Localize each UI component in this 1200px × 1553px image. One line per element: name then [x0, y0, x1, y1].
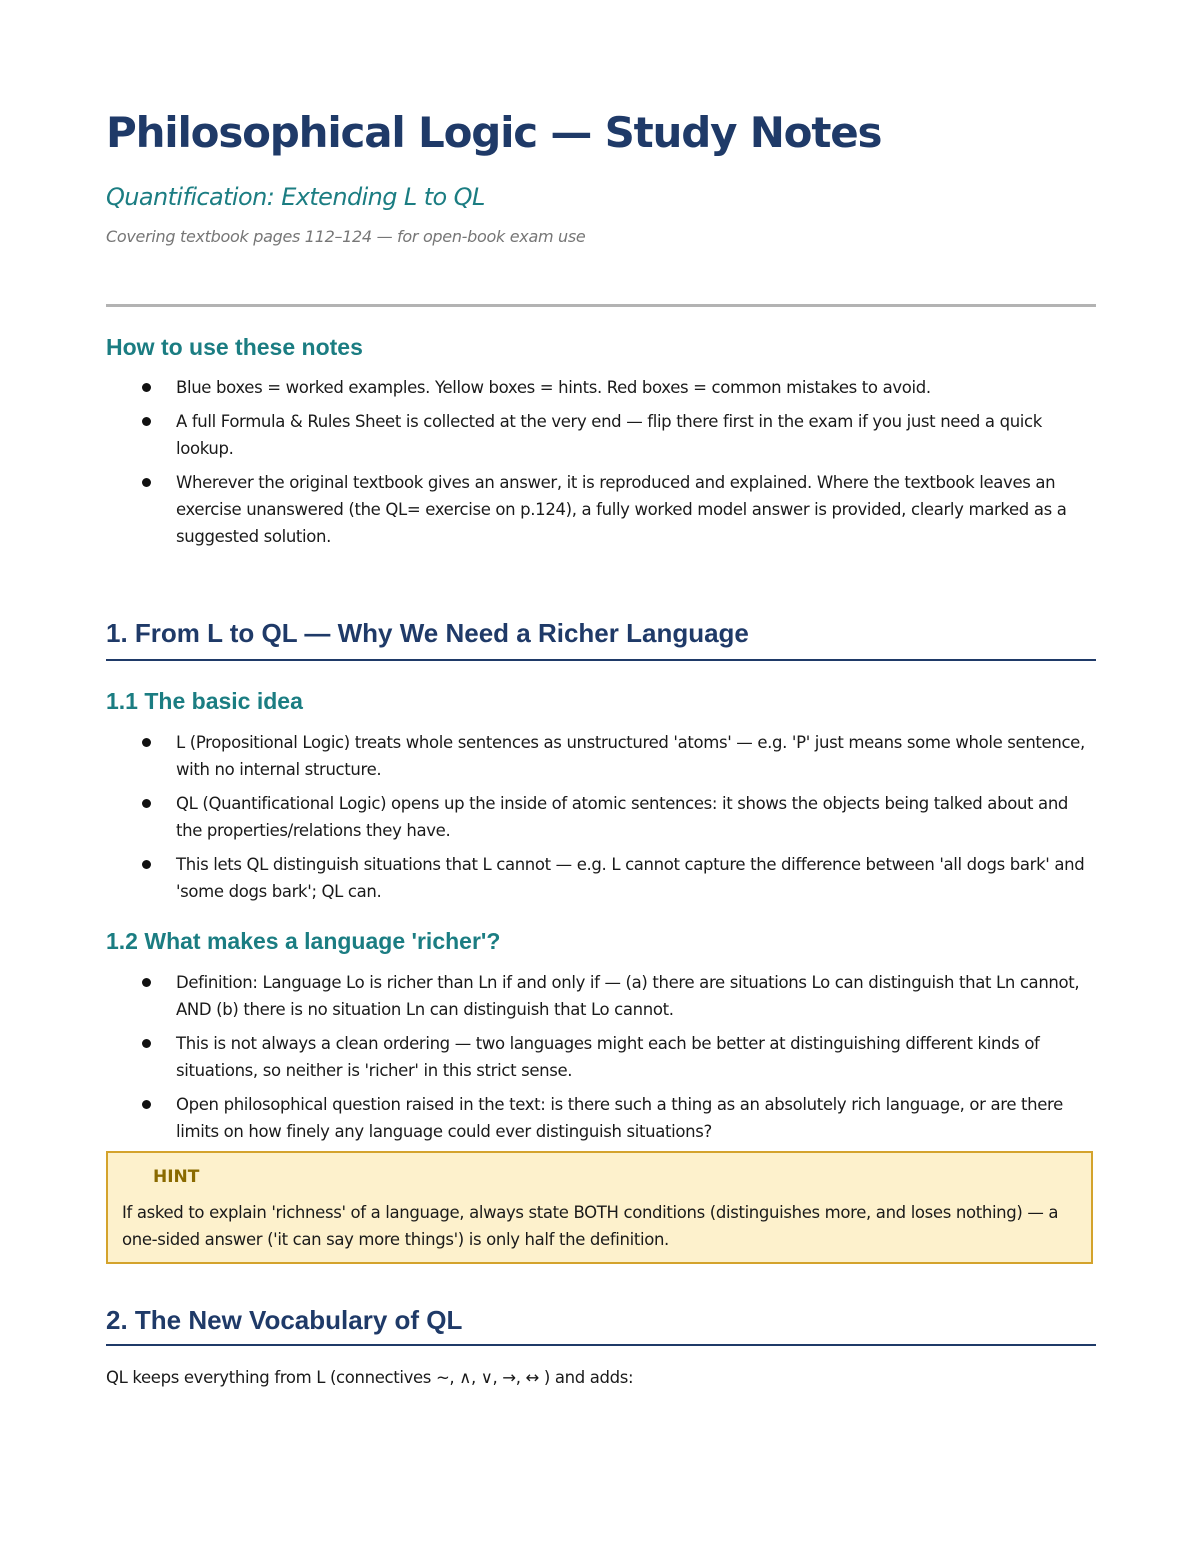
list-item: [106, 729, 1096, 783]
list-item: [106, 969, 1096, 1023]
document-subtitle: Quantification: Extending L to QL: [106, 183, 485, 211]
bullet-icon: [142, 478, 151, 487]
header-divider: [106, 304, 1096, 307]
list-item-text: QL (Quantificational Logic) opens up the inside of atomic sentences: it shows the objects being talked about and the properties/relations they have.: [176, 794, 1069, 840]
list-item: [106, 469, 1096, 550]
hint-box: [106, 1151, 1093, 1264]
bullet-icon: [142, 799, 151, 808]
list-item: [106, 374, 1096, 401]
hint-label: HINT: [153, 1167, 200, 1187]
bullet-icon: [142, 1100, 151, 1109]
section-2-heading: 2. The New Vocabulary of QL: [106, 1305, 463, 1335]
bullet-icon: [142, 978, 151, 987]
section-2-divider: [106, 1344, 1096, 1346]
list-item-text: This is not always a clean ordering — two languages might each be better at distinguishing different kinds of situations, so neither is 'richer' in this strict sense.: [176, 1034, 1040, 1080]
list-item-text: Definition: Language Lo is richer than Ln if and only if — (a) there are situations Lo can distinguish that Ln cannot, AND (b) there is no situation Ln can distinguish that Lo cannot.: [176, 973, 1080, 1019]
howto-list: [106, 374, 1096, 557]
section-1-2-list: [106, 969, 1096, 1152]
list-item-text: L (Propositional Logic) treats whole sentences as unstructured 'atoms' — e.g. 'P' just means some whole sentence, with no internal structure.: [176, 733, 1085, 779]
hint-text: If asked to explain 'richness' of a language, always state BOTH conditions (distinguishes more, and loses nothing) — a one-sided answer ('it can say more things') is only half the definition.: [122, 1203, 1059, 1249]
bullet-icon: [142, 738, 151, 747]
bullet-icon: [142, 417, 151, 426]
coverage-note: Covering textbook pages 112–124 — for open-book exam use: [106, 227, 586, 246]
section-2-intro: QL keeps everything from L (connectives ~, ∧, ∨, →, ↔ ) and adds:: [106, 1368, 634, 1387]
bullet-icon: [142, 860, 151, 869]
list-item-text: This lets QL distinguish situations that L cannot — e.g. L cannot capture the difference between 'all dogs bark' and 'some dogs bark'; QL can.: [176, 855, 1085, 901]
list-item: [106, 851, 1096, 905]
section-1-divider: [106, 659, 1096, 661]
list-item: [106, 1091, 1096, 1145]
bullet-icon: [142, 383, 151, 392]
list-item-text: Wherever the original textbook gives an answer, it is reproduced and explained. Where the textbook leaves an exercise unanswered (the QL= exercise on p.124), a fully worked model answer is provided, clearly marked as a suggested solution.: [176, 473, 1067, 546]
howto-heading: How to use these notes: [106, 334, 363, 360]
document-title: Philosophical Logic — Study Notes: [106, 108, 882, 157]
list-item: [106, 790, 1096, 844]
section-1-2-heading: 1.2 What makes a language 'richer'?: [106, 928, 501, 954]
section-1-heading: 1. From L to QL — Why We Need a Richer Language: [106, 618, 749, 648]
list-item: [106, 1030, 1096, 1084]
list-item-text: Blue boxes = worked examples. Yellow boxes = hints. Red boxes = common mistakes to avoid.: [176, 378, 931, 397]
bullet-icon: [142, 1039, 151, 1048]
section-1-1-heading: 1.1 The basic idea: [106, 688, 303, 714]
list-item: [106, 408, 1096, 462]
list-item-text: Open philosophical question raised in the text: is there such a thing as an absolutely rich language, or are there limits on how finely any language could ever distinguish situations?: [176, 1095, 1063, 1141]
list-item-text: A full Formula & Rules Sheet is collected at the very end — flip there first in the exam if you just need a quick lookup.: [176, 412, 1042, 458]
section-1-1-list: [106, 729, 1096, 912]
